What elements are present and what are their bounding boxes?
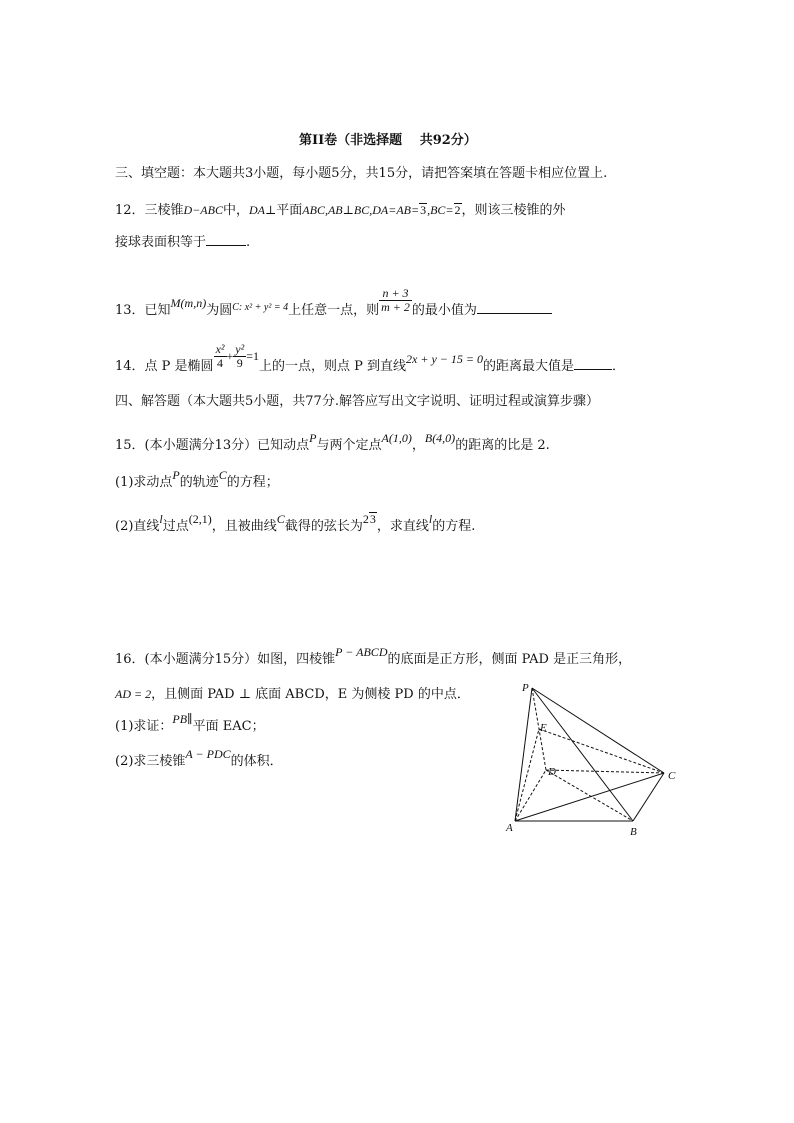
part4-heading: 四、解答题（本大题共5小题，共77分.解答应写出文字说明、证明过程或演算步骤） <box>115 394 599 409</box>
q14-text2: 的距离最大值是 <box>482 359 574 374</box>
q15-s1-c: C <box>218 468 227 482</box>
q12-answer-blank[interactable] <box>206 233 246 246</box>
q14-frac2-den: 9 <box>236 356 243 370</box>
q16-intro2: 的底面是正方形，侧面 PAD 是正三角形， <box>387 652 632 667</box>
question-15-intro <box>115 432 550 458</box>
q14-text1: 上的一点，则点 P 到直线 <box>259 359 407 374</box>
edge-ae <box>515 729 539 821</box>
question-16-part2 <box>115 747 283 772</box>
pyramid-figure <box>500 678 690 843</box>
q12-sqrt3 <box>419 203 427 216</box>
edge-pa <box>515 688 532 821</box>
q15-s2-point: (2,1) <box>188 512 212 526</box>
q15-s2-e: ，求直线 <box>376 519 429 534</box>
question-15-part2 <box>115 513 475 539</box>
q15-s2-l: l <box>159 512 163 526</box>
question-15-part1 <box>115 469 279 495</box>
q12-text2: 平面 <box>276 203 303 218</box>
q15-s2-a: (2)直线 <box>115 519 160 534</box>
q12-text1: 中， <box>222 203 249 218</box>
q13-text2: 上任意一点，则 <box>288 303 380 318</box>
q15-s1-d: 的方程； <box>226 475 279 490</box>
q15-comma: ， <box>411 438 425 453</box>
q14-eq: =1 <box>246 349 259 363</box>
q12-expr-cond: ABC,AB⊥BC,DA=AB= <box>302 203 420 217</box>
q16-s2-b: A − PDC <box>185 747 231 761</box>
q14-frac-y <box>233 343 246 370</box>
q15-intro1: 15．(本小题满分13分）已知动点 <box>115 438 310 453</box>
question-12-line2: 接球表面积等于 . <box>115 235 251 250</box>
q13-fraction <box>379 287 412 314</box>
section-title: 第II卷（非选择题 共92分） <box>299 133 477 148</box>
q12-sqrt3-value: 3 <box>420 203 427 217</box>
edge-dc <box>546 770 664 773</box>
q12-sqrt2 <box>454 203 462 216</box>
label-d: D <box>548 766 556 778</box>
q15-intro2: 与两个定点 <box>316 438 382 453</box>
q15-point-b: B(4,0) <box>424 431 456 445</box>
q16-s1-a: (1)求证： <box>115 719 173 734</box>
q15-s2-c: ，且被曲线 <box>211 519 277 534</box>
q12-line2-text: 接球表面积等于 <box>115 235 207 250</box>
label-b: B <box>630 826 637 838</box>
q15-s1-p: P <box>172 468 180 482</box>
q14-plus: + <box>226 349 234 363</box>
q13-expr-circle: C: x² + y² = 4 <box>232 302 289 313</box>
q13-text1: 为圆 <box>206 303 233 318</box>
q12-expr-perp: DA⊥ <box>249 203 277 217</box>
q12-number: 12．三棱锥 <box>115 203 184 218</box>
edge-pb <box>532 688 633 821</box>
q14-number: 14．点 P 是椭圆 <box>115 359 214 374</box>
q16-s2-a: (2)求三棱锥 <box>115 754 186 769</box>
q13-answer-blank[interactable] <box>477 301 552 314</box>
q15-s2-len-pre: 2 <box>362 512 369 526</box>
q16-s1-b: PB∥ <box>172 712 193 726</box>
q12-expr-bc: ,BC= <box>427 203 454 217</box>
q15-s1-b: 的轨迹 <box>179 475 219 490</box>
label-e: E <box>540 722 547 734</box>
question-16-part1 <box>115 712 265 737</box>
q16-line2-text: ，且侧面 PAD ⊥ 底面 ABCD，E 为侧棱 PD 的中点． <box>151 687 470 702</box>
q13-number: 13．已知 <box>115 303 171 318</box>
q15-s2-b: 过点 <box>162 519 189 534</box>
q12-sqrt2-value: 2 <box>454 203 461 217</box>
q14-expr-line: 2x + y − 15 = 0 <box>406 352 483 366</box>
q15-s2-curve: C <box>276 512 285 526</box>
edge-pc <box>532 688 664 773</box>
q15-s1-a: (1)求动点 <box>115 475 173 490</box>
q16-intro1: 16．(本小题满分15分）如图，四棱锥 <box>115 652 336 667</box>
edge-ad <box>515 770 546 821</box>
edge-ac <box>515 773 664 821</box>
q12-text3: ，则该三棱锥的外 <box>461 203 566 218</box>
label-p: P <box>522 682 529 694</box>
q15-point-a: A(1,0) <box>381 431 412 445</box>
q16-s2-c: 的体积． <box>230 754 283 769</box>
label-a: A <box>506 822 513 834</box>
q16-s1-c: 平面 EAC； <box>192 719 265 734</box>
q15-s2-sqrt <box>369 512 377 525</box>
q14-frac1-num: x² <box>215 342 225 356</box>
q13-frac-den: m + 2 <box>381 300 410 314</box>
question-12-line1 <box>115 201 566 220</box>
q13-frac-num: n + 3 <box>379 287 412 301</box>
q12-expr-tetra: D−ABC <box>183 203 223 217</box>
part3-heading: 三、填空题：本大题共3小题，每小题5分，共15分，请把答案填在答题卡相应位置上. <box>115 166 608 181</box>
q16-expr-pyramid: P − ABCD <box>335 645 388 659</box>
question-16-line2 <box>115 684 470 704</box>
q15-intro3: 的距离的比是 2. <box>455 438 550 453</box>
q14-frac2-num: y² <box>235 342 245 356</box>
q13-text3: 的最小值为 <box>411 303 477 318</box>
label-c: C <box>668 770 676 782</box>
q15-s2-l2: l <box>428 512 433 526</box>
q16-ad: AD = 2 <box>115 687 152 701</box>
q15-s2-d: 截得的弦长为 <box>284 519 363 534</box>
q15-p: P <box>309 431 317 445</box>
question-14 <box>115 342 625 386</box>
q15-s2-f: 的方程. <box>432 519 476 534</box>
question-13 <box>115 286 552 330</box>
q14-answer-blank[interactable] <box>574 357 612 370</box>
edge-ec <box>539 729 664 773</box>
edge-db <box>546 770 633 821</box>
q13-expr-point: M(m,n) <box>170 296 207 310</box>
question-16-intro <box>115 645 632 670</box>
q15-s2-sqrt-value: 3 <box>369 512 376 526</box>
q14-frac1-den: 4 <box>217 356 224 370</box>
edge-bc <box>633 773 664 821</box>
q14-end: ． <box>611 359 625 374</box>
q14-frac-x <box>214 343 227 370</box>
